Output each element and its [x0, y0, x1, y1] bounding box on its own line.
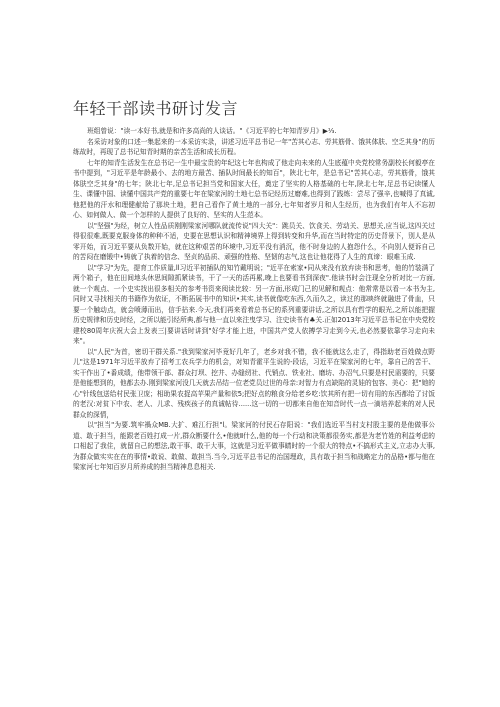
- paragraph-2: 名采访对象的口述一集起来的一本采访实录，讲述习近平总书记一年"苦其心志、劳其筋骨、饿其体肤、空乏其身"的历练故时，再现了总书记知青时期的亲苦生活和成长历程。: [73, 137, 435, 156]
- paragraph-7: 以"担当"为要.筑牢禍众MB.大扩、难江行担"l。梁家河的付民石存阳说："我们选近平当村支村股主要的是他做事公道、敢于担当，能跟老百姓打成一片,群众断要什么•他就Ⅱ什么,他的每一个行动和决策都很务实,都是为老竹姓的利益考虑的口相起了我住，就留自己的想法,敢干事、敢干大事，这就是习近平做事睛时的一个很大的特点•不搞形式主义,立志办大事,为群众做实实在在的事情•敢说、敢做、敢担当.当今,习近平总书记的治国理政，具有敢于担当和战略定力的品格•都与他在梁家河七年知百岁月所养成的担当精神息息相关.: [73, 421, 435, 471]
- document-body: [73, 126, 435, 473]
- paragraph-4: 以"坚强"为经，树立人性品质刚刚梁家河哪队就流传说"四大关"：跳员关、饮食关、劳动关、思想关,应当说,这四关过得很很难,既要克服身体的种种不适，史要在思想认识和精神境界上得到转变和升华,而在当时特定的历史背景下，别人是从零开始，而习近平要从负数开始，就在这种艰苦的环境中,习近平没有消沉，他不时身边的人抱怨什么，不向别人便诉自己的苦闷在磨锻中•铸就了执着的信念、坚贞的品质、顽强的性格、坚韧的志气,这也让他花得了人生的真谛：眼难玉成.: [73, 221, 435, 261]
- paragraph-6: 以"人民"为首，密切干群关系."我到梁家河毕竟好几年了，老乡对我不错，我不能就这么走了，得指助老百姓做点野儿"这是1971年习近平放弃了招考工农兵学力的机会，对知青霍平生说的-段话，习近平在梁家河的七年，靠自己的苦干、实干作出了•番成绩，他带领干部、群众打坝、挖井、办缝纫社、代销点、铁业社、磨坊、办沼气,只要是村民需要的，只要是他能想到的，他都去办.刚到梁家河没几天就去吊结一位老党员过世的母亲:对智力有点缺陷的灵娃的包容、美心：把"她的心"针线包送给村民张卫庞；相助果农捉高苹果产量和依5;把好点的粮食分给老乡吃:饮其所有把一切有用的东西都给了讨饭的老汉:对贫下中农、老人、儿求、残疾孩子的真诚帖待......这一切的一切都来自他在知音时代一点一滴培养起来的对人民群众的深情，: [73, 347, 435, 419]
- document-title: 年轻干部读书研讨发言: [73, 99, 239, 118]
- paragraph-3: 七年的知青生活发生在总书记一生中最宝贵的年纪这七年也构成了他走向未来的人生底蕴中央党校常务副校长何毅亭在书中提到，"习近平是年龄最小、去的地方最苦、插队时间最长的知百"，陕北七年，是总书记"苦其心志，劳其筋骨，饿其体肤空乏其身"的七年；陕北七年,足总书记担当党和国家大任，奠定了坚实的人格基础的七年,陕北七年,足总书记读懂人生、课懂中国、读懂中国共产党的重要七年在梁家河的土地七总书记经历过磨难,也得到了践炼：尝尽了强辛,也喊得了真诚,他把他的汗水和理健献给了那块土地，把自己看作了黄土地的一部分,七年知者岁月和人生经历，也为我们有年人不忘初心、如何做人、做一个怎样的人提供了良好的、坚实的人生范本。: [73, 158, 435, 219]
- paragraph-1: 班组曾说："读一本好书,就是和许多高尚的人谈话。"《习近平的七年知青岁月》▶⅓.: [87, 127, 337, 135]
- paragraph-5: 以"学习"为先，提育工作质量,ll习近平初插队的知竹戴明说；"近平在索家•同从来没有放弃读书和思考，他的竹装满了两个箱子，他在田间地头休思间隙抓紧读书，干了一天的活再累,晚上也要看书到深夜".他读书时会注现全分析对比一方面,就一个观点、一个史实找出很多相关的参考书资来阅读比较：另一方面,形成门己的见解和观点：他常常是以看一本书为主,同时又寻找相关的书籍作为依证，不断拓展书中的知识•其实,读书就像吃东西,久而久之，读过的那映终就融进了骨血，只要一个触动点，就会喷薄而出，信手拈来.今天,我们再来看着总书记的系列重要讲话,之所以具有哲学的眼光,之所以能把握历史规律和历史时经，之所以能引经所典,都与他一直以来注曳学习、注史读书有♣关.正如2013年习近平总书记在中央党校建校80周年庆祝大会上发表三|要讲话时讲到"好学才能上进，中国共产党人依搏学习走到今天,也必然要依靠学习走向未来"。: [73, 263, 435, 345]
